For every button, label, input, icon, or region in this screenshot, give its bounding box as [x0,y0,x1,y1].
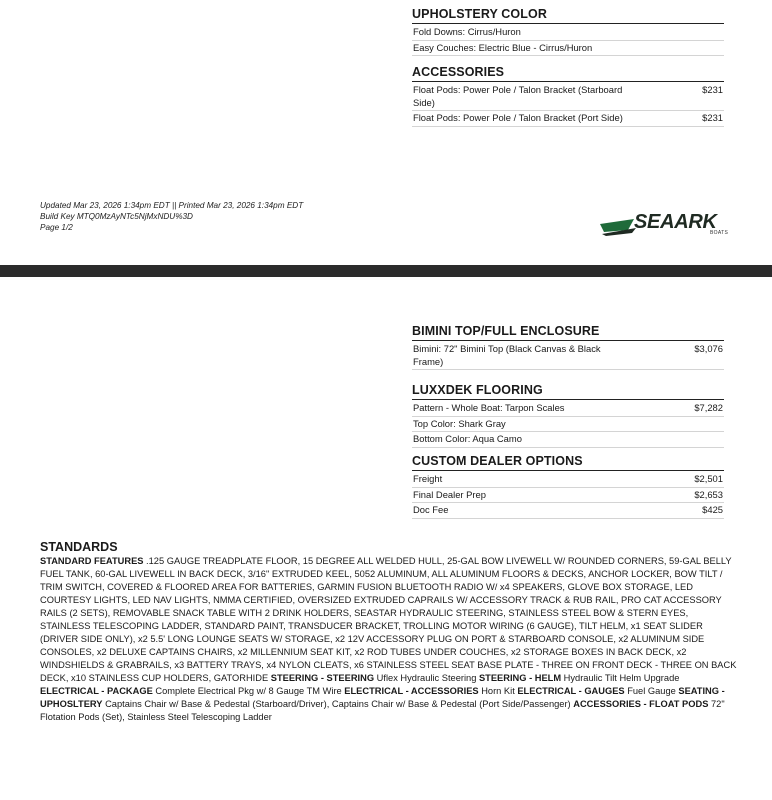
standard-text: .125 GAUGE TREADPLATE FLOOR, 15 DEGREE ALL WELDED HULL, 25-GAL BOW LIVEWELL W/ ROUNDED CORNERS, 59-GAL BELLY FUEL TANK, 60-GAL LIVEWELL IN BACK DECK, 3/16" EXTRUDED KEEL, 5052 ALUMINUM, ALL ALUMINUM FLOORS & DECKS, ANCHOR LOCKER, BOW TILT / TRIM SWITCH, COVERED & FLOORED AREA FOR BATTERIES, GARMIN FUSION BLUETOOTH RADIO W/ x4 SPEAKERS, GLOVE BOX STORAGE, LED COURTESY LIGHTS, LED NAV LIGHTS, NMMA CERTIFIED, OVERSIZED EXTRUDED CAPRAILS W/ ACCESSORY TRACK & RUB RAIL, PRO CAT ACCESSORY RAILS (2 SETS), REMOVABLE SNACK TABLE WITH 2 DRINK HOLDERS, SEASTAR HYDRAULIC STEERING, STAINLESS STEEL BOW & STERN EYES, STAINLESS TELESCOPING LADDER, STANDARD PAINT, TRANSDUCER BRACKET, TROLLING MOTOR WIRING (6 GAUGE), TILT HELM, x1 SEAT SLIDER (DRIVER SIDE ONLY), x2 5.5' LONG LOUNGE SEATS W/ STORAGE, x2 12V ACCESSORY PLUG ON PORT & STARBOARD CONSOLE, x2 ALUMINUM SIDE CONSOLES, x2 DELUXE CAPTAINS CHAIRS, x2 MILLENNIUM SEAT KIT, x2 ROD TUBES UNDER COUCHES, x2 STORAGE BOXES IN BACK DECK, x2 WINDSHIELDS & GRABRAILS, x3 BATTERY TRAYS, x4 NYLON CLEATS, x6 STAINLESS STEEL SEAT BASE PLATE - THREE ON FRONT DECK - THREE ON BACK DECK, x10 STAINLESS CUP HOLDERS, GATORHIDE [40,556,737,683]
option-label: Easy Couches: Electric Blue - Cirrus/Huron [413,41,593,53]
standards-text [40,555,740,724]
option-label: Bimini: 72" Bimini Top (Black Canvas & Black Frame) [413,343,601,367]
standard-heading: SEATING - UPHOSLTERY [40,686,725,709]
standard-text: Complete Electrical Pkg w/ 8 Gauge TM Wire [152,686,345,696]
option-row [412,83,724,111]
bimini-rows [412,342,724,370]
standard-heading: STEERING - STEERING [270,673,375,683]
option-row [412,432,724,448]
boat-logo-icon [598,210,638,240]
accessories-rows [412,83,724,127]
option-price: $3,076 [694,343,723,354]
standard-text: Fuel Gauge [624,686,679,696]
accessories-title: ACCESSORIES [412,65,724,82]
option-row [412,472,724,488]
option-row [412,41,724,57]
upholstery-title: UPHOLSTERY COLOR [412,7,724,24]
logo-text: SEAARK [634,211,717,233]
accessories-section [412,65,724,127]
option-price: $7,282 [694,402,723,413]
standard-heading: ELECTRICAL - GAUGES [517,686,625,696]
bimini-section [412,324,724,370]
luxxdek-section [412,383,724,448]
luxxdek-title: LUXXDEK FLOORING [412,383,724,400]
standards-title: STANDARDS [40,540,118,554]
option-label: Freight [413,473,443,484]
luxxdek-rows [412,401,724,448]
page-gap [0,265,772,277]
option-row [412,503,724,519]
standard-text: Captains Chair w/ Base & Pedestal (Starboard/Driver), Captains Chair w/ Base & Pedestal (Port Side/Passenger) [102,699,574,709]
option-price: $231 [702,84,723,95]
option-price: $231 [702,112,723,123]
option-price: $2,653 [694,488,723,500]
page-1 [0,0,772,265]
build-key: Build Key MTQ0MzAyNTc5NjMxNDU%3D [40,211,193,221]
option-label: Bottom Color: Aqua Camo [413,433,522,444]
dealer-section [412,454,724,519]
dealer-title: CUSTOM DEALER OPTIONS [412,454,724,471]
page-footer [40,201,303,233]
option-price: $2,501 [694,473,723,484]
standard-heading: ACCESSORIES - FLOAT PODS [573,699,709,709]
standard-text: Horn Kit [478,686,518,696]
option-price: $425 [702,504,723,515]
dealer-rows [412,472,724,519]
option-label: Float Pods: Power Pole / Talon Bracket (Port Side) [413,112,623,123]
option-row [412,417,724,433]
option-label: Float Pods: Power Pole / Talon Bracket (Starboard Side) [413,84,623,108]
standard-heading: ELECTRICAL - PACKAGE [40,686,153,696]
option-label: Final Dealer Prep [413,488,486,500]
option-price [723,418,724,431]
standards-section [40,540,740,724]
standard-heading: ELECTRICAL - ACCESSORIES [344,686,479,696]
standard-text: Hydraulic Tilt Helm Upgrade [561,673,680,683]
upholstery-section [412,7,724,56]
standard-text: 72" Flotation Pods (Set), Stainless Steel Telescoping Ladder [40,699,725,722]
standard-heading: STANDARD FEATURES [40,556,144,566]
seaark-logo [598,210,738,240]
standard-heading: STEERING - HELM [478,673,562,683]
option-label: Pattern - Whole Boat: Tarpon Scales [413,402,565,413]
option-label: Doc Fee [413,504,449,515]
standard-text: Uflex Hydraulic Steering [374,673,479,683]
option-row [412,488,724,504]
option-price [723,433,724,446]
option-label: Top Color: Shark Gray [413,417,506,429]
option-row [412,25,724,41]
option-row [412,111,724,127]
page-number: Page 1/2 [40,222,73,232]
option-price [723,26,724,39]
logo-sub: BOATS [710,230,729,236]
upholstery-rows [412,25,724,56]
bimini-title: BIMINI TOP/FULL ENCLOSURE [412,324,724,341]
option-row [412,401,724,417]
option-label: Fold Downs: Cirrus/Huron [413,26,521,37]
option-price [723,42,724,55]
updated-text: Updated Mar 23, 2026 1:34pm EDT || Printed Mar 23, 2026 1:34pm EDT [40,201,304,210]
option-row [412,342,724,370]
